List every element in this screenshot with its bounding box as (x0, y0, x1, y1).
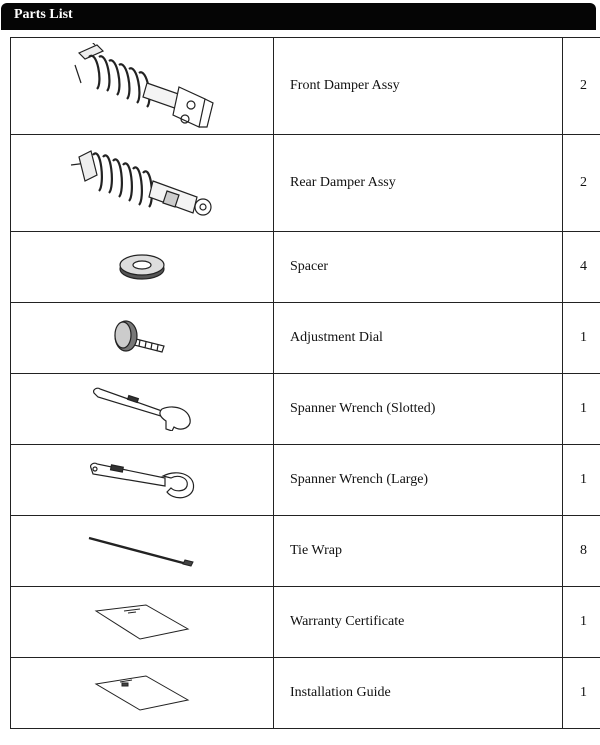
front-damper-icon (67, 43, 217, 129)
guide-icon (94, 674, 190, 712)
slotted-wrench-icon (90, 387, 194, 431)
table-row (11, 516, 600, 587)
part-qty: 1 (563, 587, 600, 658)
table-row (11, 38, 600, 135)
part-qty: 1 (563, 374, 600, 445)
part-image-cell (11, 516, 274, 587)
part-name: Spanner Wrench (Slotted) (274, 374, 563, 445)
page-title: Parts List (14, 7, 73, 22)
part-qty: 2 (563, 135, 600, 232)
part-image-cell (11, 135, 274, 232)
part-name: Rear Damper Assy (274, 135, 563, 232)
table-row (11, 232, 600, 303)
rear-damper-icon (67, 141, 217, 225)
part-image-cell (11, 658, 274, 729)
table-row (11, 658, 600, 729)
part-qty: 2 (563, 38, 600, 135)
part-qty: 1 (563, 303, 600, 374)
large-wrench-icon (87, 460, 197, 500)
part-image-cell (11, 374, 274, 445)
parts-table (10, 37, 600, 729)
spacer-icon (117, 253, 167, 281)
part-image-cell (11, 38, 274, 135)
table-row (11, 135, 600, 232)
table-row (11, 445, 600, 516)
part-image-cell (11, 232, 274, 303)
part-qty: 8 (563, 516, 600, 587)
table-row (11, 303, 600, 374)
part-name: Installation Guide (274, 658, 563, 729)
part-qty: 4 (563, 232, 600, 303)
part-image-cell (11, 445, 274, 516)
part-name: Adjustment Dial (274, 303, 563, 374)
tie-wrap-icon (87, 534, 197, 568)
table-row (11, 587, 600, 658)
table-row (11, 374, 600, 445)
part-name: Warranty Certificate (274, 587, 563, 658)
certificate-icon (94, 603, 190, 641)
header-bar (1, 3, 596, 30)
part-image-cell (11, 587, 274, 658)
part-name: Tie Wrap (274, 516, 563, 587)
part-image-cell (11, 303, 274, 374)
part-qty: 1 (563, 445, 600, 516)
part-name: Spacer (274, 232, 563, 303)
part-qty: 1 (563, 658, 600, 729)
part-name: Front Damper Assy (274, 38, 563, 135)
adjustment-dial-icon (112, 316, 172, 360)
part-name: Spanner Wrench (Large) (274, 445, 563, 516)
